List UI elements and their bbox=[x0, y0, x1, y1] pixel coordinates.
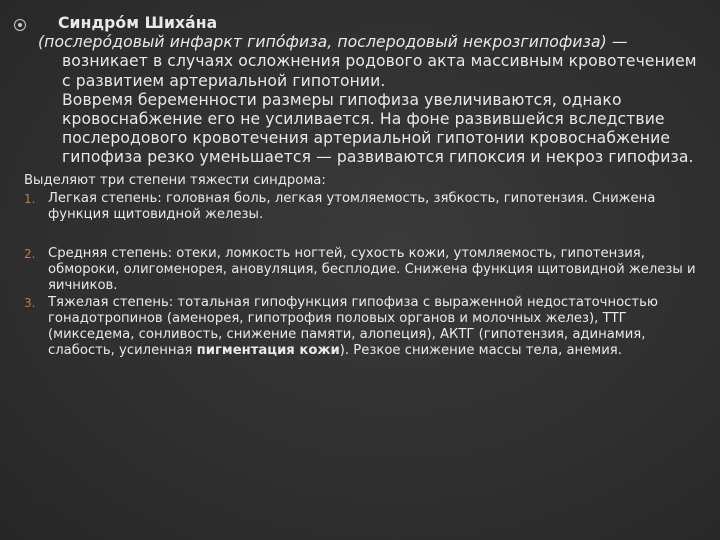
title-block bbox=[38, 14, 706, 168]
definition bbox=[38, 33, 706, 91]
list-item bbox=[24, 295, 706, 360]
list-item-text: Средняя степень: отеки, ломкость ногтей, сухость кожи, утомляемость, гипотензия, обмороки, олигоменорея, ановуляция, бесплодие. Снижена функция щитовидной железы и яичников. bbox=[48, 246, 696, 294]
list-number: 2. bbox=[24, 247, 36, 262]
circle-bullet-icon bbox=[14, 19, 26, 31]
slide-content bbox=[24, 14, 706, 359]
list-item-text-before: Тяжелая степень: тотальная гипофункция гипофиза с выраженной недостаточностью гонадотропинов (аменорея, гипотрофия половых органов и молочных желез), ТТГ (микседема, сонливость, снижение памяти, алопеция), АКТГ (гипотензия, адинамия, слабость, усиленная bbox=[48, 294, 658, 359]
severity-list bbox=[24, 191, 706, 360]
list-item-text: Легкая степень: головная боль, легкая утомляемость, зябкость, гипотензия. Снижена функция щитовидной железы. bbox=[48, 190, 656, 222]
definition-italic: (послеро́довый инфаркт гипо́физа, послеродовый некрозгипофиза) bbox=[38, 33, 607, 52]
heading-paragraph: Вовремя беременности размеры гипофиза увеличиваются, однако кровоснабжение его не усиливается. На фоне развившейся вследствие послеродового кровотечения артериальной гипотонии кровоснабжение гипофиза резко уменьшается — развиваются гипоксия и некроз гипофиза. bbox=[62, 90, 694, 167]
definition-rest: — возникает в случаях осложнения родового акта массивным кровотечением с развитием артериальной гипотонии. bbox=[62, 33, 697, 90]
severity-intro: Выделяют три степени тяжести синдрома: bbox=[24, 172, 326, 188]
list-item bbox=[24, 191, 706, 223]
list-number: 1. bbox=[24, 191, 36, 206]
list-number: 3. bbox=[24, 295, 36, 310]
list-item-text-after: ). Резкое снижение массы тела, анемия. bbox=[339, 343, 622, 359]
slide-title: Синдро́м Шиха́на bbox=[58, 14, 218, 32]
list-item-text-bold: пигментация кожи bbox=[196, 343, 340, 359]
list-item bbox=[24, 246, 706, 295]
